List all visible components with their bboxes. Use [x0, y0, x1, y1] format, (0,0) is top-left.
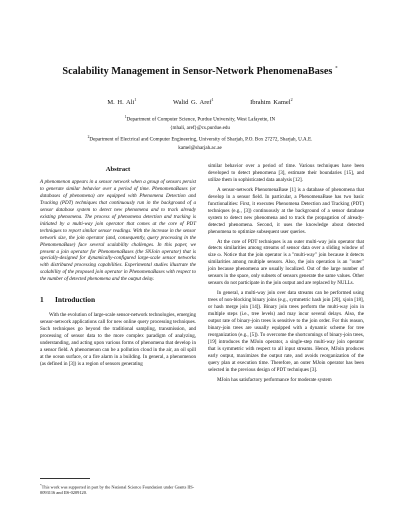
author: [250, 97, 293, 106]
title-text: Scalability Management in Sensor-Network PhenomenaBases: [62, 66, 333, 77]
author-affiliation-mark: 2: [290, 97, 293, 102]
author: [107, 97, 136, 106]
section-number: 1: [40, 295, 44, 305]
affiliation-name: Department of Electrical and Computer Engineering, University of Sharjah, P.O. Box 27272, Sharjah, U.A.E.: [89, 136, 313, 143]
affiliation-name: Department of Computer Science, Purdue University, West Lafayette, IN: [126, 116, 276, 123]
affiliation-mark: 1: [124, 115, 127, 119]
section-title: Introduction: [55, 295, 96, 305]
footnote-text: This work was supported in part by the National Science Foundation under Grants IIS-0093116 and IIS-0209120.: [40, 484, 195, 496]
body-paragraph: similar behavior over a period of time. Various techniques have been developed to detect phenomena [3], estimate their boundaries [15], and utilize them in sophisticated data analysis [12].: [208, 163, 364, 183]
author-name: M. H. Ali: [107, 99, 135, 107]
affiliation-1: [0, 113, 400, 133]
abstract-text: A phenomenon appears in a sensor network when a group of sensors persist to generate similar behavior over a period of time. PhenomenaBases (or databases of phenomena) are equipped with Phenomena Detection and Tracking (PDT) techniques that continuously run in the background of a sensor database system to detect new phenomena and to track already existing phenomena. The process of phenomena detection and tracking is initiated by a multi-way join operator that comes at the core of PDT techniques to report similar sensor readings. With the increase in the sensor network size, the join operator (and, consequently, query processing in the PhenomenaBase) face several scalability challenges. In this paper, we present a join operator for PhenomenaBases (the SNJoin operator) that is specially-designed for dynamically-configured large-scale sensor networks with distributed processing capabilities. Experimental studies illustrate the scalability of the proposed join operator in PhenomenaBases with respect to the number of detected phenomena and the output delay.: [40, 179, 196, 283]
affiliation-1-email: {mhali, aref}@cs.purdue.edu: [170, 125, 230, 132]
left-column: [40, 166, 196, 371]
body-paragraph: MJoin has satisfactory performance for moderate system: [217, 376, 332, 383]
footnote: [40, 482, 196, 496]
author-affiliation-mark: 1: [134, 97, 137, 102]
author-list: [0, 97, 400, 106]
title-footnote-mark: *: [335, 66, 338, 72]
abstract-heading: Abstract: [105, 166, 131, 173]
affiliation-2-email: kamel@sharjah.ac.ae: [178, 145, 222, 152]
author-affiliation-mark: 1: [211, 97, 214, 102]
body-paragraph: In general, a multi-way join over data streams can be performed using trees of non-blocking binary joins (e.g., symmetric hash join [20], xjoin [18], or hash merge join [14]). Binary join trees perform the multi-way join in multiple steps (i.e., tree levels) and may incur several delays. Also, the output rate of binary-join trees is sensitive to the join order. For this reason, binary-join trees are usually equipped with a dynamic scheme for tree reorganization (e.g., [5]). To overcome the shortcomings of binary-join trees, [19] introduces the MJoin operator, a single-step multi-way join operator that is symmetric with respect to all input streams. Hence, MJoin produces early output, maximizes the output rate, and avoids reorganization of the query plan at execution time. Therefore, an outer MJoin operator has been selected in the previous design of PDT techniques [3].: [208, 290, 364, 373]
body-paragraph: At the core of PDT techniques is an outer multi-way join operator that detects similarities among streams of sensor data over a sliding window of size ω. Notice that the join operator is a "multi-way" join because it detects similarities among multiple sensors. Also, the join operation is an "outer" join because phenomena are usually localized. Out of the large number of sensors in the space, only subsets of sensors generate the same values. Other sensors do not participate in the join output and are replaced by NULLs.: [208, 238, 364, 287]
affiliation-2-dept: [0, 133, 400, 144]
author: [173, 97, 213, 106]
footnote-mark: *: [40, 483, 42, 487]
right-column: [208, 163, 364, 387]
affiliation-1-dept: [0, 113, 400, 124]
affiliation-mark: 2: [87, 135, 90, 139]
body-paragraph: A sensor-network PhenomenaBase [1] is a database of phenomena that develop in a sensor field. In particular, a PhenomenaBase has two basic functionalities: First, it executes Phenomena Detection and Tracking (PDT) techniques (e.g., [3]) continuously at the background of a sensor database system to detect new phenomena and to track the propagation of already-detected phenomena. Second, it uses the knowledge about detected phenomena to optimize subsequent user queries.: [208, 186, 364, 235]
intro-paragraph: With the evolution of large-scale sensor-network technologies, emerging sensor-network applications call for new online query processing techniques. Such techniques go beyond the traditional sampling, transmission, and processing of sensor data to the more complex paradigm of analyzing, understanding, and acting upon various forms of phenomena that develop in a sensor field. A phenomenon can be a pollution cloud in the air, an oil spill at the ocean surface, or a fire alarm in a building. In general, a phenomenon (as defined in [3]) is a region of sensors generating: [40, 312, 196, 367]
section-heading: [40, 295, 196, 304]
affiliation-2: [0, 133, 400, 153]
author-name: Walid G. Aref: [172, 99, 212, 107]
footnote-rule: [40, 478, 90, 479]
author-name: Ibrahim Kamel: [250, 99, 291, 107]
paper-title: [0, 66, 400, 77]
